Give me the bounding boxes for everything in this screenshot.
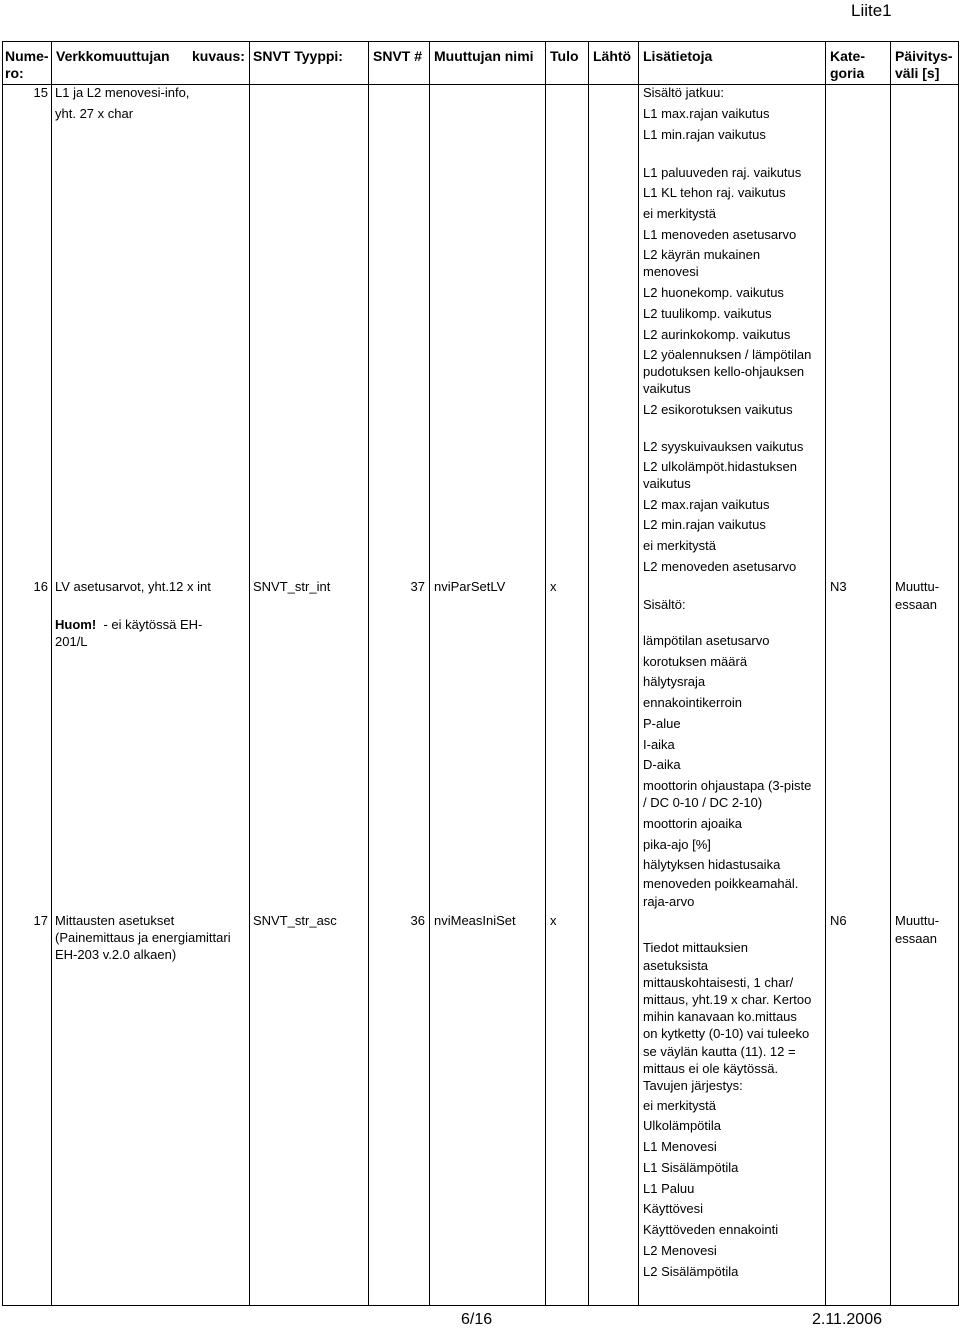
row17-info-12: L1 Sisälämpötila bbox=[643, 1160, 739, 1175]
row17-info-13: L1 Paluu bbox=[643, 1181, 695, 1196]
row17-info-9: ei merkitystä bbox=[643, 1098, 716, 1113]
row17-tulo: x bbox=[550, 913, 557, 928]
row17-info-15: Käyttöveden ennakointi bbox=[643, 1222, 779, 1237]
row15-info-13: pudotuksen kello-ohjauksen bbox=[643, 364, 805, 379]
row15-info-6: L1 menoveden asetusarvo bbox=[643, 227, 797, 242]
row16-var-name: nviParSetLV bbox=[434, 579, 506, 594]
row15-info-15: L2 esikorotuksen vaikutus bbox=[643, 402, 793, 417]
row17-info-14: Käyttövesi bbox=[643, 1201, 703, 1216]
row17-snvt-type: SNVT_str_asc bbox=[253, 913, 337, 928]
row15-desc-2: yht. 27 x char bbox=[55, 106, 134, 121]
col-border-right bbox=[958, 41, 959, 1306]
row16-info-1: lämpötilan asetusarvo bbox=[643, 633, 770, 648]
row15-info-8: menovesi bbox=[643, 264, 699, 279]
col-border-4 bbox=[429, 41, 430, 1306]
table-top-border bbox=[2, 41, 959, 42]
row15-desc-1: L1 ja L2 menovesi-info, bbox=[55, 85, 190, 100]
row15-info-2: L1 min.rajan vaikutus bbox=[643, 127, 766, 142]
header-lahto: Lähtö bbox=[593, 48, 632, 64]
header-muuttujan-nimi: Muuttujan nimi bbox=[434, 48, 534, 64]
row16-info-13: menoveden poikkeamahäl. bbox=[643, 876, 799, 891]
row17-var-name: nviMeasIniSet bbox=[434, 913, 516, 928]
col-border-7 bbox=[638, 41, 639, 1306]
row16-note bbox=[55, 616, 202, 633]
row15-info-3: L1 paluuveden raj. vaikutus bbox=[643, 165, 802, 180]
row16-paivitys-2: essaan bbox=[895, 597, 937, 612]
row17-desc-1: Mittausten asetukset bbox=[55, 913, 175, 928]
header-snvt-num: SNVT # bbox=[373, 48, 423, 64]
row17-desc-3: EH-203 v.2.0 alkaen) bbox=[55, 947, 177, 962]
row17-kategoria: N6 bbox=[830, 913, 847, 928]
row17-info-0: Tiedot mittauksien bbox=[643, 940, 749, 955]
header-tulo: Tulo bbox=[550, 48, 579, 64]
footer-page-number: 6/16 bbox=[461, 1311, 493, 1328]
row15-info-21: ei merkitystä bbox=[643, 538, 716, 553]
row16-info-0: Sisältö: bbox=[643, 597, 686, 612]
row15-info-9: L2 huonekomp. vaikutus bbox=[643, 285, 784, 300]
row16-paivitys-1: Muuttu- bbox=[895, 579, 940, 594]
row16-info-3: hälytysraja bbox=[643, 674, 706, 689]
row17-info-11: L1 Menovesi bbox=[643, 1139, 717, 1154]
row16-snvt-num: 37 bbox=[410, 579, 425, 594]
row16-info-12: hälytyksen hidastusaika bbox=[643, 857, 781, 872]
table-bottom-border bbox=[2, 1305, 959, 1306]
row15-number: 15 bbox=[33, 85, 48, 100]
row17-info-3: mittaus, yht.19 x char. Kertoo bbox=[643, 992, 812, 1007]
header-verkkomuuttujan: Verkkomuuttujan bbox=[56, 48, 170, 64]
row17-info-2: mittauskohtaisesti, 1 char/ bbox=[643, 975, 794, 990]
row16-info-6: I-aika bbox=[643, 737, 675, 752]
row17-info-8: Tavujen järjestys: bbox=[643, 1078, 743, 1093]
row17-info-1: asetuksista bbox=[643, 958, 709, 973]
row16-info-11: pika-ajo [%] bbox=[643, 837, 711, 852]
row17-info-10: Ulkolämpötila bbox=[643, 1118, 722, 1133]
row16-info-9: / DC 0-10 / DC 2-10) bbox=[643, 795, 763, 810]
header-paivitys-2: väli [s] bbox=[895, 65, 940, 81]
row17-info-4: mihin kanavaan ko.mittaus bbox=[643, 1009, 797, 1024]
row17-info-6: se väylän kautta (11). 12 = bbox=[643, 1044, 796, 1059]
row16-info-14: raja-arvo bbox=[643, 894, 695, 909]
header-numero-2: ro: bbox=[5, 65, 24, 81]
row16-kategoria: N3 bbox=[830, 579, 847, 594]
row16-info-7: D-aika bbox=[643, 757, 681, 772]
row15-info-11: L2 aurinkokomp. vaikutus bbox=[643, 327, 791, 342]
col-border-3 bbox=[368, 41, 369, 1306]
row16-info-10: moottorin ajoaika bbox=[643, 816, 742, 831]
row17-desc-2: (Painemittaus ja energiamittari bbox=[55, 930, 231, 945]
row15-info-14: vaikutus bbox=[643, 381, 691, 396]
row16-tulo: x bbox=[550, 579, 557, 594]
header-snvt-tyyppi: SNVT Tyyppi: bbox=[253, 48, 343, 64]
row16-snvt-type: SNVT_str_int bbox=[253, 579, 331, 594]
row17-info-17: L2 Sisälämpötila bbox=[643, 1264, 739, 1279]
row16-desc: LV asetusarvot, yht.12 x int bbox=[55, 579, 211, 594]
row16-info-4: ennakointikerroin bbox=[643, 695, 743, 710]
col-border-1 bbox=[51, 41, 52, 1306]
col-border-6 bbox=[588, 41, 589, 1306]
col-border-5 bbox=[545, 41, 546, 1306]
col-border-left bbox=[2, 41, 3, 1306]
header-kuvaus: kuvaus: bbox=[192, 48, 245, 64]
row15-info-22: L2 menoveden asetusarvo bbox=[643, 559, 797, 574]
row17-info-7: mittaus ei ole käytössä. bbox=[643, 1061, 779, 1076]
footer-date: 2.11.2006 bbox=[812, 1311, 882, 1328]
row17-info-16: L2 Menovesi bbox=[643, 1243, 717, 1258]
row15-info-12: L2 yöalennuksen / lämpötilan bbox=[643, 347, 812, 362]
row17-info-5: on kytketty (0-10) vai tuleeko bbox=[643, 1026, 810, 1041]
row16-info-5: P-alue bbox=[643, 716, 681, 731]
row15-info-5: ei merkitystä bbox=[643, 206, 716, 221]
header-kategoria-1: Kate- bbox=[830, 48, 866, 64]
col-border-8 bbox=[825, 41, 826, 1306]
row17-snvt-num: 36 bbox=[410, 913, 425, 928]
row16-note-bold: Huom! bbox=[55, 617, 97, 632]
row16-number: 16 bbox=[33, 579, 48, 594]
row17-number: 17 bbox=[33, 913, 48, 928]
row15-info-16: L2 syyskuivauksen vaikutus bbox=[643, 439, 804, 454]
row15-info-10: L2 tuulikomp. vaikutus bbox=[643, 306, 772, 321]
row16-note-rest: - ei käytössä EH- bbox=[103, 617, 203, 632]
row15-info-20: L2 min.rajan vaikutus bbox=[643, 517, 766, 532]
row17-paivitys-1: Muuttu- bbox=[895, 913, 940, 928]
row15-info-1: L1 max.rajan vaikutus bbox=[643, 106, 770, 121]
header-paivitys-1: Päivitys- bbox=[895, 48, 953, 64]
row17-paivitys-2: essaan bbox=[895, 931, 937, 946]
row15-info-4: L1 KL tehon raj. vaikutus bbox=[643, 185, 786, 200]
header-kategoria-2: goria bbox=[830, 65, 865, 81]
header-lisatietoja: Lisätietoja bbox=[643, 48, 713, 64]
col-border-2 bbox=[249, 41, 250, 1306]
row16-info-2: korotuksen määrä bbox=[643, 654, 748, 669]
row15-info-17: L2 ulkolämpöt.hidastuksen bbox=[643, 459, 797, 474]
page-label: Liite1 bbox=[851, 1, 892, 20]
row15-info-18: vaikutus bbox=[643, 476, 691, 491]
col-border-9 bbox=[890, 41, 891, 1306]
row15-info-7: L2 käyrän mukainen bbox=[643, 247, 761, 262]
row16-info-8: moottorin ohjaustapa (3-piste bbox=[643, 778, 812, 793]
header-numero-1: Nume- bbox=[5, 48, 49, 64]
row16-note-2: 201/L bbox=[55, 634, 88, 649]
row15-info-19: L2 max.rajan vaikutus bbox=[643, 497, 770, 512]
row15-info-0: Sisältö jatkuu: bbox=[643, 85, 724, 100]
